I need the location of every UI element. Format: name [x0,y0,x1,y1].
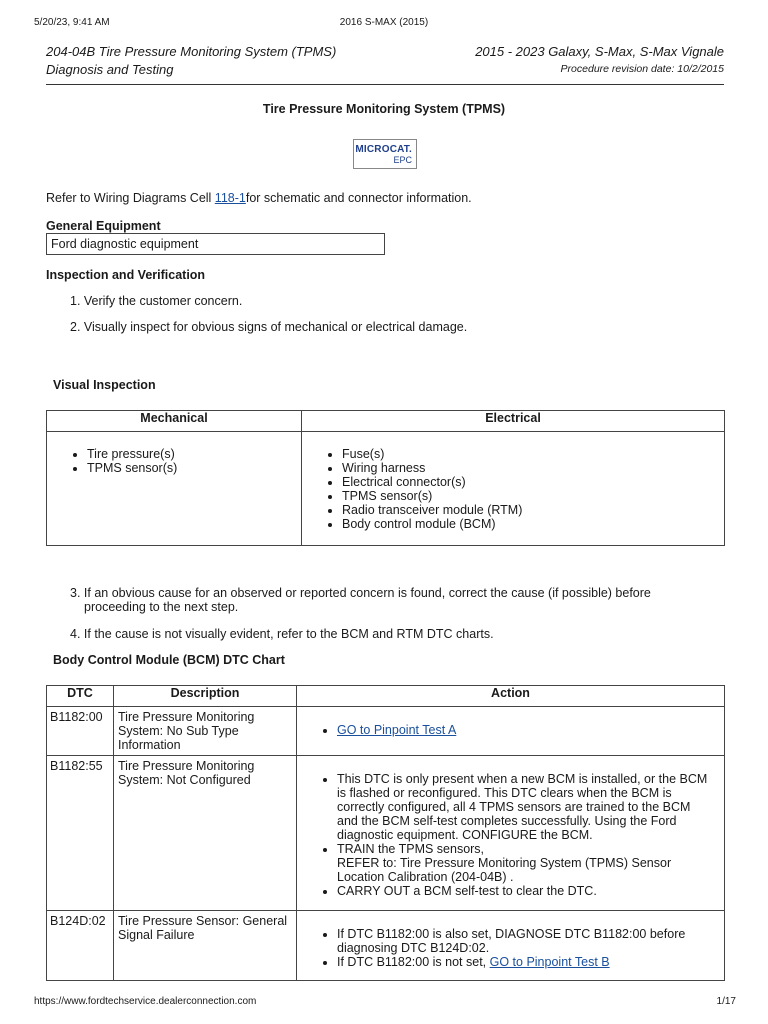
table-row [47,707,725,756]
print-datetime: 5/20/23, 9:41 AM [34,17,110,28]
page-number: 1/17 [716,996,736,1007]
table-row [47,756,725,911]
equipment-item: Ford diagnostic equipment [47,234,385,255]
description-header: Description [114,686,297,707]
not-set-text: If DTC B1182:00 is not set, [337,955,490,969]
dtc-cell: B1182:00 [47,707,114,756]
wiring-cell-link[interactable]: 118-1 [214,191,246,205]
refer-text: REFER to: Tire Pressure Monitoring System (TPMS) Sensor Location Calibration (204-04B) . [337,856,672,884]
step-4: 4. If the cause is not visually evident, refer to the BCM and RTM DTC charts. [70,627,494,641]
wiring-text-after: for schematic and connector information. [245,191,472,205]
section-subtitle: Diagnosis and Testing [46,62,174,77]
dtc-header: DTC [47,686,114,707]
bcm-dtc-table [46,685,725,981]
mechanical-cell [47,432,302,546]
list-item: • Wiring harness [342,461,724,475]
mechanical-header: Mechanical [47,411,302,432]
inspection-heading: Inspection and Verification [46,268,206,282]
action-list [297,927,714,969]
list-item: • If DTC B1182:00 is also set, DIAGNOSE DTC B1182:00 before diagnosing DTC B124D:02. [337,927,714,955]
action-cell [297,756,725,911]
action-list [297,723,724,737]
visual-inspection-heading: Visual Inspection [53,378,156,392]
list-item: • CARRY OUT a BCM self-test to clear the DTC. [337,884,714,898]
general-equipment-heading: General Equipment [46,219,161,233]
description-cell: Tire Pressure Sensor: General Signal Failure [114,911,297,981]
list-item: • TPMS sensor(s) [342,489,724,503]
action-cell [297,707,725,756]
dtc-cell: B1182:55 [47,756,114,911]
electrical-header: Electrical [302,411,725,432]
description-cell: Tire Pressure Monitoring System: No Sub Type Information [114,707,297,756]
wiring-text-before: Refer to Wiring Diagrams Cell [46,191,215,205]
action-header: Action [297,686,725,707]
train-text: TRAIN the TPMS sensors, [337,842,485,856]
list-item: • This DTC is only present when a new BCM is installed, or the BCM is flashed or reconfigured. This DTC clears when the BCM is correctly configured, all 4 TPMS sensors are trained to the BCM and the BCM self-test completes successfully. Using the Ford diagnostic equipment. CONFIGURE the BCM. [337,772,714,842]
action-list [297,772,714,898]
list-item [337,955,714,969]
logo-text: MICROCAT. [355,143,412,155]
pinpoint-test-b-link[interactable]: GO to Pinpoint Test B [489,955,610,969]
list-item: • Tire pressure(s) [87,447,301,461]
list-item [337,842,714,884]
list-item: • Body control module (BCM) [342,517,724,531]
list-item: • Fuse(s) [342,447,724,461]
inspection-step-1: 1. Verify the customer concern. [70,294,243,308]
inspection-step-2: 2. Visually inspect for obvious signs of mechanical or electrical damage. [70,320,468,334]
header-divider [46,84,724,85]
microcat-logo [353,139,417,169]
list-item: • Electrical connector(s) [342,475,724,489]
models-label: 2015 - 2023 Galaxy, S-Max, S-Max Vignale [475,44,724,59]
footer-url: https://www.fordtechservice.dealerconnection.com [34,996,257,1007]
logo-subtext: EPC [393,154,412,165]
wiring-reference [46,191,472,205]
page-title: Tire Pressure Monitoring System (TPMS) [262,102,506,116]
visual-inspection-table [46,410,725,546]
table-row [47,911,725,981]
step-3-line-2: proceeding to the next step. [84,600,239,614]
section-title: 204-04B Tire Pressure Monitoring System (TPMS) [46,44,337,59]
electrical-cell [302,432,725,546]
revision-date: Procedure revision date: 10/2/2015 [560,63,724,75]
step-3-line-1: 3. If an obvious cause for an observed or reported concern is found, correct the cause (if possible) before [70,586,651,600]
print-doc-label: 2016 S-MAX (2015) [339,17,429,28]
pinpoint-test-a-link[interactable]: GO to Pinpoint Test A [337,723,457,737]
description-cell: Tire Pressure Monitoring System: Not Configured [114,756,297,911]
list-item: • TPMS sensor(s) [87,461,301,475]
list-item [337,723,724,737]
general-equipment-table [46,233,385,255]
action-cell [297,911,725,981]
list-item: • Radio transceiver module (RTM) [342,503,724,517]
dtc-cell: B124D:02 [47,911,114,981]
bcm-chart-heading: Body Control Module (BCM) DTC Chart [53,653,285,667]
electrical-list [302,447,724,531]
mechanical-list [47,447,301,475]
